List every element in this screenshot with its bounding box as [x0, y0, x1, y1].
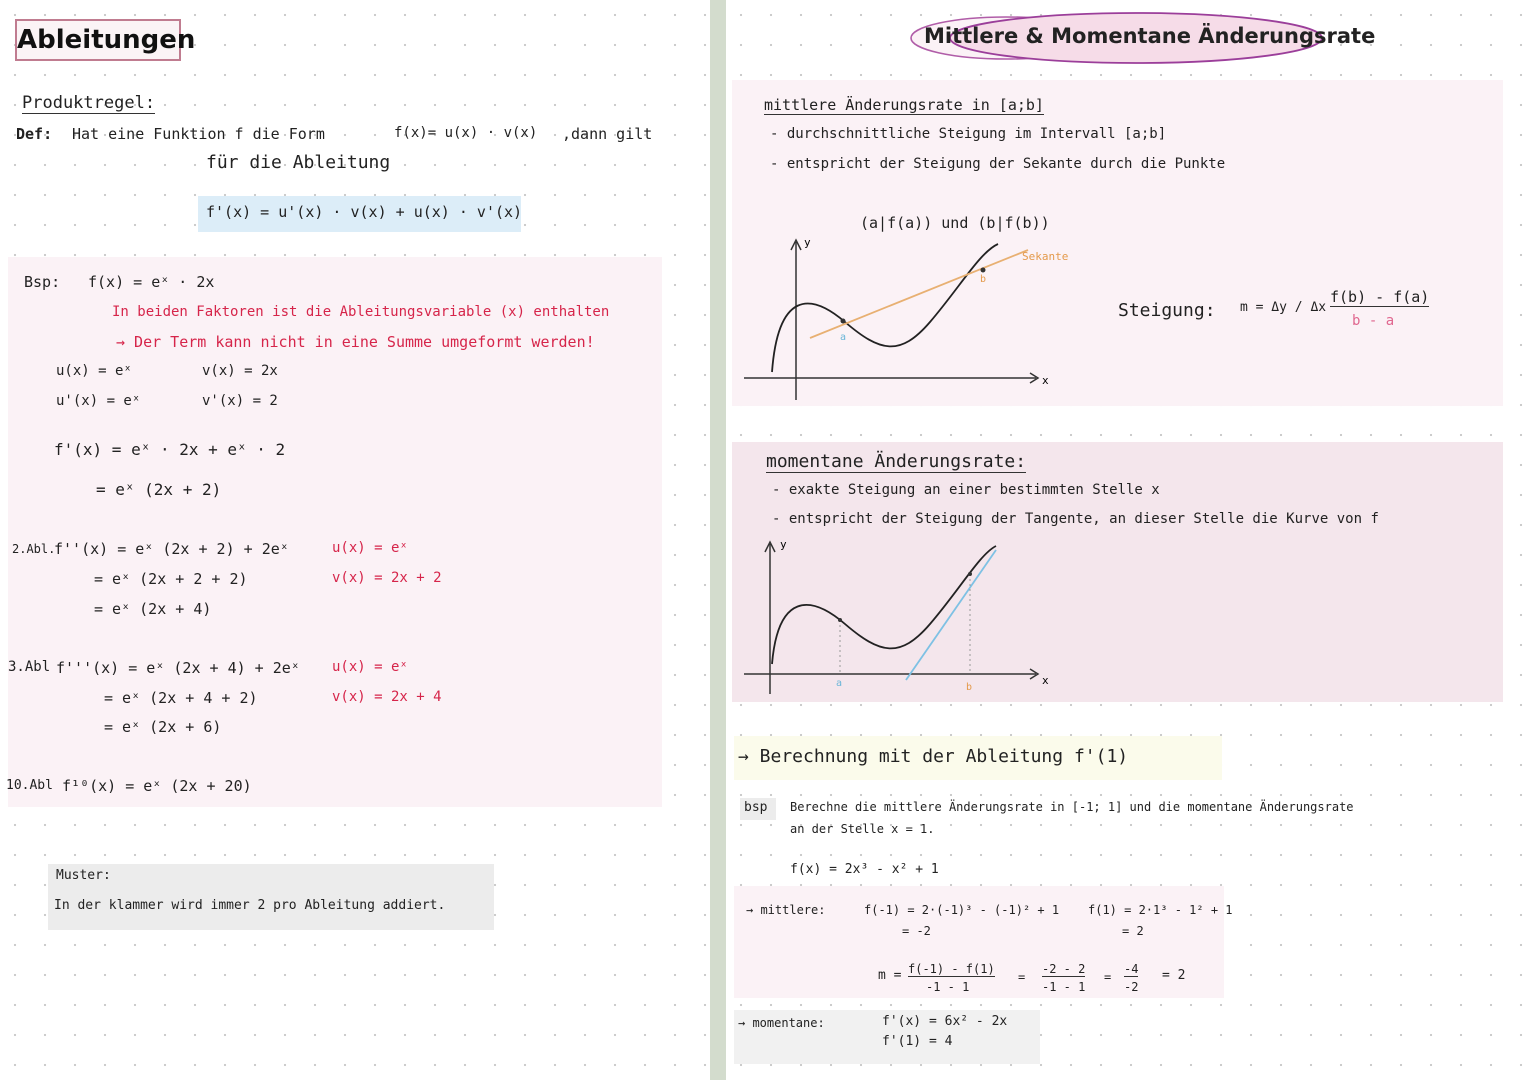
m3-numerator: -4	[1124, 962, 1139, 976]
def-label: Def:	[16, 125, 53, 143]
second-derivative-1: f''(x) = eˣ (2x + 2) + 2eˣ	[54, 540, 289, 558]
product-rule-formula: f'(x) = u'(x) · v(x) + u(x) · v'(x)	[206, 203, 523, 221]
second-derivative-2: = eˣ (2x + 2 + 2)	[94, 570, 248, 588]
left-page	[0, 0, 710, 1080]
steigung-denominator: b - a	[1352, 313, 1395, 329]
steigung-formula-lhs: m = Δy / Δx	[1240, 300, 1327, 315]
derivative-line-2: f'(1) = 4	[882, 1034, 953, 1049]
def-text-dann: ,dann gilt	[562, 125, 653, 143]
derivative-line-1: f'(x) = 6x² - 2x	[882, 1014, 1008, 1029]
page-title-aenderungsrate: Mittlere & Momentane Änderungsrate	[924, 24, 1376, 48]
bsp-label: Bsp:	[24, 273, 61, 291]
task-text-1: Berechne die mittlere Änderungsrate in [-1; 1] und die momentane Änderungsrate	[790, 800, 1354, 814]
secant-point-b: b	[980, 274, 987, 285]
m-lhs: m =	[878, 968, 902, 983]
def-text-ableitung: für die Ableitung	[206, 152, 391, 173]
third-label: 3.Abl	[8, 659, 51, 675]
sekante-label: Sekante	[1022, 250, 1069, 263]
first-derivative-1: f'(x) = eˣ · 2x + eˣ · 2	[54, 440, 286, 459]
third-v: v(x) = 2x + 4	[332, 689, 442, 705]
mittlere-bullet-1: - durchschnittliche Steigung im Intervall [a;b]	[770, 126, 1167, 142]
def-formula: f(x)= u(x) · v(x)	[394, 125, 538, 141]
second-derivative-3: = eˣ (2x + 4)	[94, 600, 212, 618]
m2-numerator: -2 - 2	[1042, 962, 1086, 976]
bsp-function: f(x) = eˣ · 2x	[88, 273, 215, 291]
task-text-2: an der Stelle x = 1.	[790, 822, 935, 836]
axis-y-label: y	[804, 236, 811, 249]
axis-y-label-2: y	[780, 538, 787, 551]
m-denominator: -1 - 1	[926, 980, 970, 994]
f-1-line2: = 2	[1122, 924, 1144, 938]
axis-x-label: x	[1042, 374, 1049, 387]
mittlere-calc-label: → mittlere:	[746, 903, 826, 917]
tangent-point-b: b	[966, 682, 973, 693]
axis-x-label-2: x	[1042, 674, 1049, 687]
second-label: 2.Abl.	[12, 542, 56, 556]
v-prime-def: v'(x) = 2	[202, 393, 278, 409]
secant-graph	[740, 232, 1110, 404]
second-u: u(x) = eˣ	[332, 540, 408, 556]
note-both-factors: In beiden Faktoren ist die Ableitungsvariable (x) enthalten	[112, 304, 610, 320]
tangent-point-a: a	[836, 678, 843, 689]
task-function: f(x) = 2x³ - x² + 1	[790, 862, 939, 877]
momentane-heading: momentane Änderungsrate:	[766, 451, 1027, 472]
page-title-ableitungen: Ableitungen	[15, 19, 181, 61]
u-prime-def: u'(x) = eˣ	[56, 393, 141, 409]
tenth-label: 10.Abl	[6, 778, 53, 793]
m3-denominator: -2	[1124, 980, 1139, 994]
note-no-sum: → Der Term kann nicht in eine Summe umgeformt werden!	[116, 333, 595, 351]
right-page	[726, 0, 1525, 1080]
def-text: Hat eine Funktion f die Form	[72, 125, 325, 143]
f-minus1-line2: = -2	[902, 924, 931, 938]
third-derivative-2: = eˣ (2x + 4 + 2)	[104, 689, 258, 707]
berechnung-heading: → Berechnung mit der Ableitung f'(1)	[738, 746, 1129, 767]
third-derivative-1: f'''(x) = eˣ (2x + 4) + 2eˣ	[56, 659, 300, 677]
tangent-graph	[740, 534, 1070, 700]
mittlere-points: (a|f(a)) und (b|f(b))	[860, 214, 1050, 232]
m2-denominator: -1 - 1	[1042, 980, 1086, 994]
produktregel-heading: Produktregel:	[22, 93, 156, 113]
m-numerator: f(-1) - f(1)	[908, 962, 995, 976]
mittlere-bullet-2: - entspricht der Steigung der Sekante durch die Punkte	[770, 156, 1226, 172]
page-divider	[710, 0, 726, 1080]
first-derivative-2: = eˣ (2x + 2)	[96, 480, 222, 499]
eq-1: =	[1018, 970, 1026, 984]
muster-box	[48, 864, 494, 930]
u-def: u(x) = eˣ	[56, 363, 132, 379]
v-def: v(x) = 2x	[202, 363, 278, 379]
momentane-bullet-1: - exakte Steigung an einer bestimmten Stelle x	[772, 482, 1160, 498]
bsp-right-label: bsp	[744, 800, 768, 815]
tenth-derivative: f¹⁰(x) = eˣ (2x + 20)	[62, 777, 252, 795]
eq-2: =	[1104, 970, 1112, 984]
f-1-line1: f(1) = 2·1³ - 1² + 1	[1088, 903, 1233, 917]
eq-3-result: = 2	[1162, 968, 1186, 983]
secant-point-a: a	[840, 332, 847, 343]
steigung-label: Steigung:	[1118, 300, 1216, 321]
momentane-calc-label: → momentane:	[738, 1016, 825, 1030]
steigung-numerator: f(b) - f(a)	[1330, 288, 1430, 306]
third-u: u(x) = eˣ	[332, 659, 408, 675]
third-derivative-3: = eˣ (2x + 6)	[104, 718, 222, 736]
second-v: v(x) = 2x + 2	[332, 570, 442, 586]
f-minus1-line1: f(-1) = 2·(-1)³ - (-1)² + 1	[864, 903, 1060, 917]
muster-heading: Muster:	[56, 868, 111, 883]
mittlere-heading: mittlere Änderungsrate in [a;b]	[764, 96, 1044, 114]
momentane-bullet-2: - entspricht der Steigung der Tangente, an dieser Stelle die Kurve von f	[772, 511, 1379, 527]
muster-text: In der klammer wird immer 2 pro Ableitung addiert.	[54, 898, 446, 913]
